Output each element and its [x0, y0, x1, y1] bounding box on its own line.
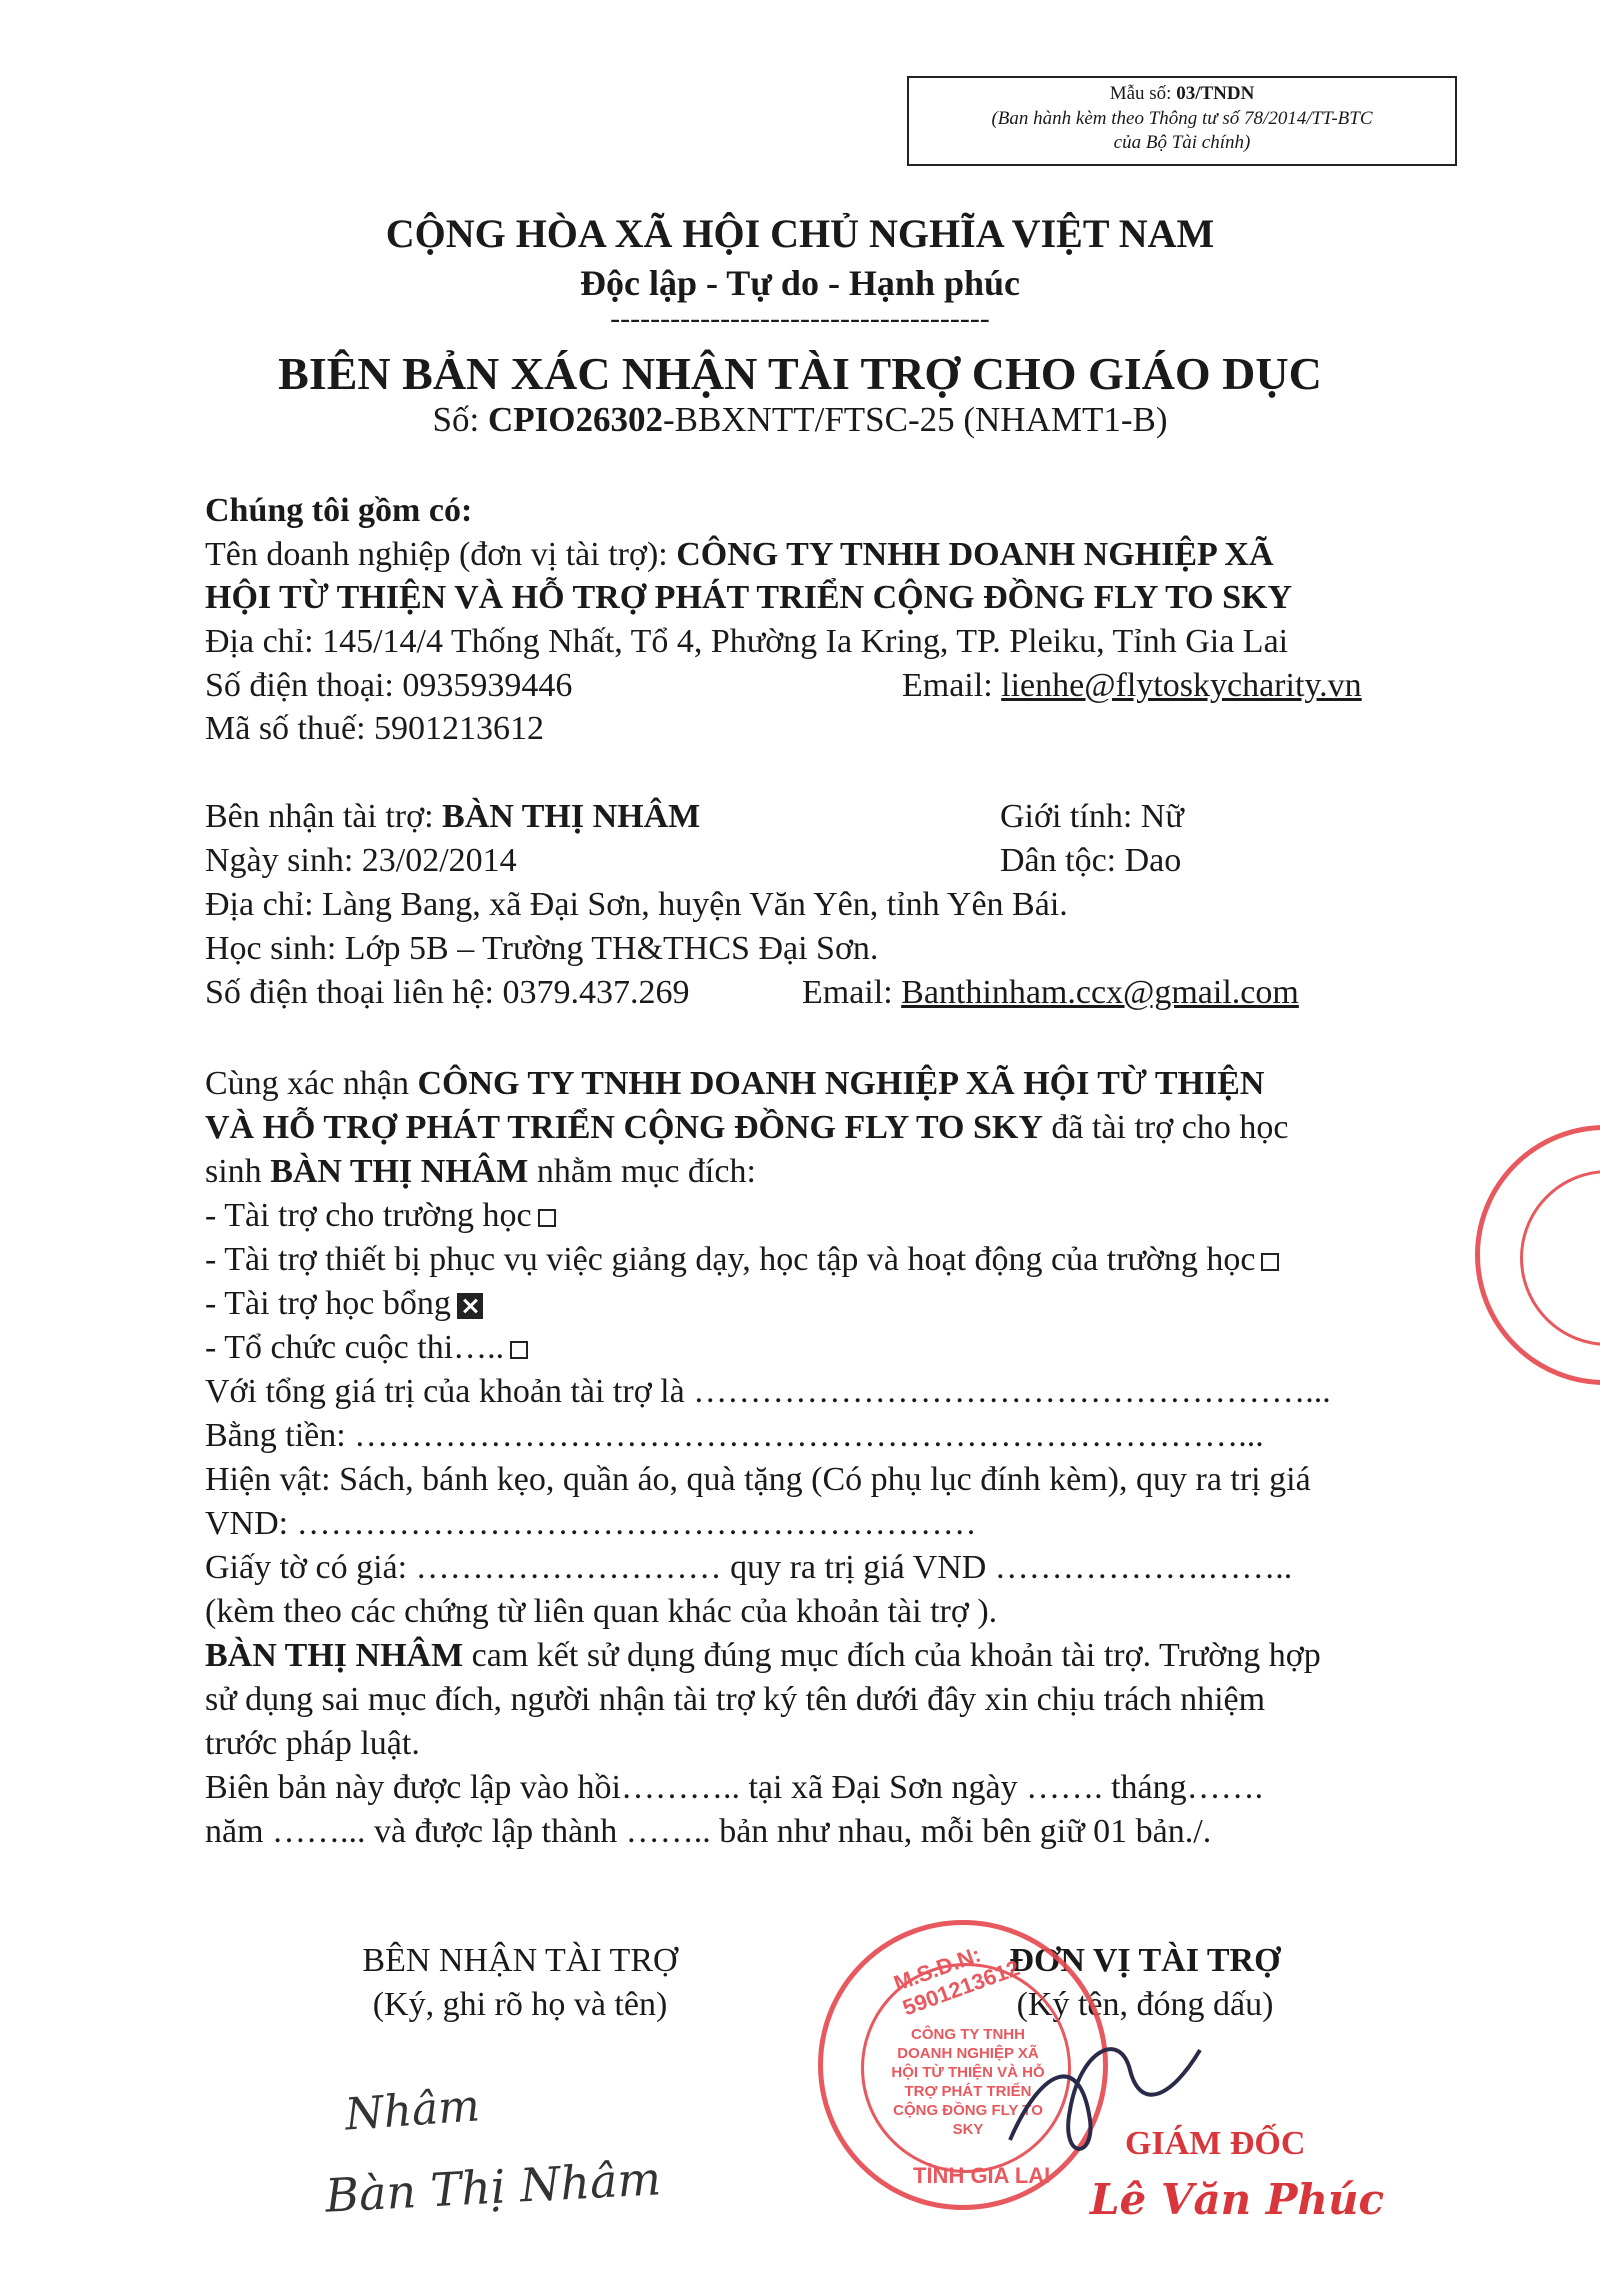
recipient-email-row [802, 971, 1299, 1014]
purpose-label: - Tài trợ thiết bị phục vụ việc giảng dạy, học tập và hoạt động của trường học [205, 1241, 1256, 1278]
number-suffix: -BBXNTT/FTSC-25 (NHAMT1-B) [662, 400, 1168, 439]
recipient-signature-instruction: (Ký, ghi rõ họ và tên) [372, 1986, 668, 2023]
purpose-label: - Tài trợ học bổng [205, 1285, 451, 1322]
recipient-email-label: Email: [802, 974, 893, 1011]
document-title: BIÊN BẢN XÁC NHẬN TÀI TRỢ CHO GIÁO DỤC [278, 348, 1322, 399]
made-at-line2: năm ……... và được lập thành …….. bản như nhau, mỗi bên giữ 01 bản./. [205, 1813, 1212, 1850]
checkbox-equipment[interactable] [1261, 1253, 1279, 1271]
recipient-name-row [205, 795, 700, 838]
commitment-name: BÀN THỊ NHÂM [205, 1637, 464, 1674]
parties-intro: Chúng tôi gồm có: [205, 492, 473, 529]
recipient-handwritten-signature: Nhâm [343, 2080, 482, 2141]
recipient-handwritten-name: Bàn Thị Nhâm [323, 2151, 663, 2223]
sponsor-signature-instruction: (Ký tên, đóng dấu) [1016, 1986, 1274, 2023]
form-code-box [907, 76, 1457, 166]
recipient-gender: Giới tính: Nữ [1000, 798, 1184, 835]
checkbox-contest[interactable] [510, 1341, 528, 1359]
confirm-text: sinh [205, 1153, 262, 1190]
recipient-school: Học sinh: Lớp 5B – Trường TH&THCS Đại Sơn. [205, 930, 879, 967]
purpose-label: - Tài trợ cho trường học [205, 1197, 532, 1234]
partial-company-seal-edge [1475, 1125, 1600, 1385]
nation-motto: Độc lập - Tự do - Hạnh phúc [579, 263, 1021, 303]
recipient-phone: Số điện thoại liên hệ: 0379.437.269 [205, 974, 690, 1011]
seal-province-text: TỈNH GIA LAI [913, 2163, 1051, 2188]
purpose-label: - Tổ chức cuộc thi….. [205, 1329, 505, 1366]
confirm-company-part2: VÀ HỖ TRỢ PHÁT TRIỂN CỘNG ĐỒNG FLY TO SKY [205, 1109, 1043, 1146]
sponsor-address: Địa chỉ: 145/14/4 Thống Nhất, Tổ 4, Phường Ia Kring, TP. Pleiku, Tỉnh Gia Lai [205, 623, 1289, 660]
cash-line: Bằng tiền: ……………………………………………………………………... [205, 1417, 1264, 1454]
number-code: CPIO26302 [487, 400, 663, 439]
confirm-text: Cùng xác nhận [205, 1065, 409, 1102]
purpose-option-school [205, 1194, 556, 1237]
goods-line1: Hiện vật: Sách, bánh kẹo, quần áo, quà tặng (Có phụ lục đính kèm), quy ra trị giá [205, 1461, 1311, 1498]
papers-line: Giấy tờ có giá: ……………………… quy ra trị giá VND ……………….…….. [205, 1549, 1293, 1586]
recipient-signature-title: BÊN NHẬN TÀI TRỢ [362, 1942, 678, 1979]
header-separator: -------------------------------------- [610, 302, 990, 335]
recipient-dob: Ngày sinh: 23/02/2014 [205, 842, 517, 879]
sponsor-signature-title: ĐƠN VỊ TÀI TRỢ [1009, 1942, 1281, 1979]
goods-line2: VND: …………………………………………………… [205, 1505, 977, 1542]
commitment-line2: sử dụng sai mục đích, người nhận tài trợ ký tên dưới đây xin chịu trách nhiệm [205, 1681, 1266, 1718]
nation-title: CỘNG HÒA XÃ HỘI CHỦ NGHĨA VIỆT NAM [385, 211, 1215, 256]
sponsor-name-part1: CÔNG TY TNHH DOANH NGHIỆP XÃ [676, 536, 1274, 573]
sponsor-tax-code: Mã số thuế: 5901213612 [205, 710, 545, 747]
checkbox-scholarship-checked[interactable] [457, 1293, 483, 1319]
recipient-address: Địa chỉ: Làng Bang, xã Đại Sơn, huyện Văn Yên, tỉnh Yên Bái. [205, 886, 1068, 923]
seal-inner-ring [1520, 1170, 1600, 1346]
recipient-name-label: Bên nhận tài trợ: [205, 798, 434, 835]
sponsor-email-row [902, 664, 1362, 707]
director-name: Lê Văn Phúc [1090, 2175, 1385, 2224]
confirm-text: nhằm mục đích: [536, 1153, 756, 1190]
seal-tax-code-text: M.S.D.N: 5901213612 [890, 1941, 1023, 2021]
confirm-text: đã tài trợ cho học [1051, 1109, 1289, 1146]
recipient-name: BÀN THỊ NHÂM [442, 798, 701, 835]
purpose-option-scholarship [205, 1282, 483, 1325]
sponsor-name-line1 [205, 533, 1274, 576]
sponsor-email-link[interactable]: lienhe@flytoskycharity.vn [1001, 667, 1362, 704]
recipient-signature-block [280, 1942, 760, 2024]
total-value-line: Với tổng giá trị của khoản tài trợ là ………………………………………………... [205, 1373, 1331, 1410]
sponsor-name-line2: HỘI TỪ THIỆN VÀ HỖ TRỢ PHÁT TRIỂN CỘNG ĐỒNG FLY TO SKY [205, 579, 1293, 616]
recipient-ethnicity: Dân tộc: Dao [1000, 842, 1182, 879]
form-code-line: Mẫu số: 03/TNDN [1109, 83, 1255, 104]
sponsor-name-label: Tên doanh nghiệp (đơn vị tài trợ): [205, 536, 668, 573]
form-ministry-line: của Bộ Tài chính) [1113, 132, 1251, 154]
commitment-line3: trước pháp luật. [205, 1725, 420, 1762]
confirm-recipient-name: BÀN THỊ NHÂM [270, 1153, 529, 1190]
checkbox-school[interactable] [538, 1209, 556, 1227]
form-regulation-line: (Ban hành kèm theo Thông tư số 78/2014/TT-BTC [991, 107, 1373, 129]
commitment-text: cam kết sử dụng đúng mục đích của khoản tài trợ. Trường hợp [471, 1637, 1321, 1674]
commitment-line1 [205, 1634, 1321, 1677]
number-label: Số: [432, 400, 480, 439]
confirm-line3 [205, 1150, 756, 1193]
document-number [0, 400, 1600, 440]
seal-company-text: CÔNG TY TNHH DOANH NGHIỆP XÃ HỘI TỪ THIỆN VÀ HỖ TRỢ PHÁT TRIỂN CỘNG ĐỒNG FLY TO SKY [891, 2026, 1045, 2138]
made-at-line1: Biên bản này được lập vào hồi……….. tại xã Đại Sơn ngày ……. tháng……. [205, 1769, 1264, 1806]
purpose-option-equipment [205, 1238, 1279, 1281]
confirm-line1 [205, 1062, 1264, 1105]
sponsor-email-label: Email: [902, 667, 993, 704]
sponsor-phone: Số điện thoại: 0935939446 [205, 667, 573, 704]
recipient-email-link[interactable]: Banthinham.ccx@gmail.com [901, 974, 1299, 1011]
purpose-option-contest [205, 1326, 528, 1369]
attachments-line: (kèm theo các chứng từ liên quan khác của khoản tài trợ ). [205, 1593, 998, 1630]
director-role: GIÁM ĐỐC [1125, 2125, 1306, 2162]
confirm-company-part1: CÔNG TY TNHH DOANH NGHIỆP XÃ HỘI TỪ THIỆN [417, 1065, 1265, 1102]
confirm-line2 [205, 1106, 1288, 1149]
